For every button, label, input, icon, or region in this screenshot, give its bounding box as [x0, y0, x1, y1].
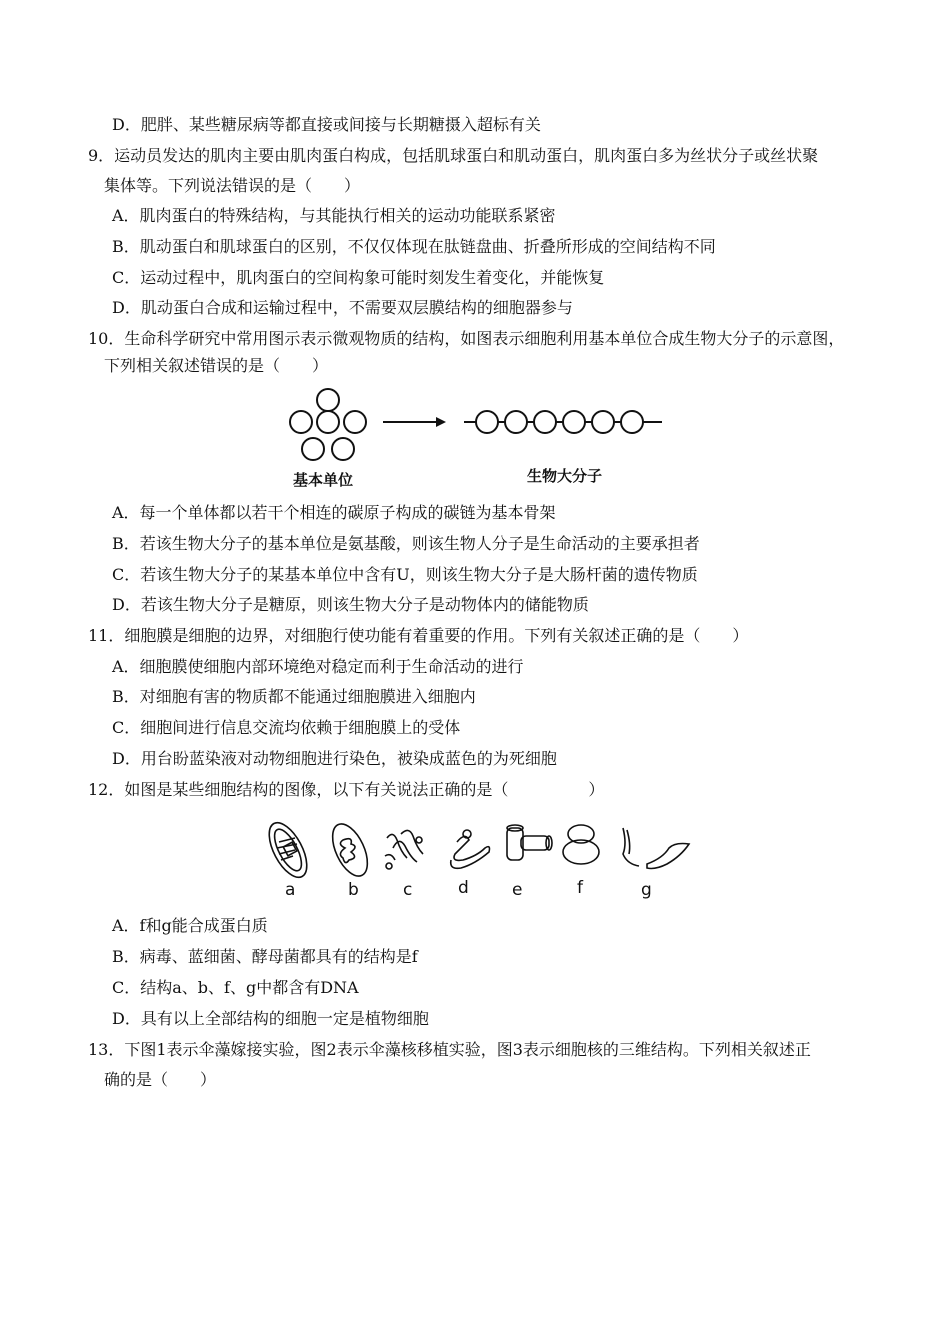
q10-stem-line1: 10．生命科学研究中常用图示表示微观物质的结构，如图表示细胞利用基本单位合成生物大分子的示意图， [88, 329, 845, 348]
monomer-cluster [290, 389, 366, 460]
q9-option-b: B．肌动蛋白和肌球蛋白的区别，不仅仅体现在肽链盘曲、折叠所形成的空间结构不同 [112, 237, 716, 256]
q11-stem: 11．细胞膜是细胞的边界，对细胞行使功能有着重要的作用。下列有关叙述正确的是（ ） [88, 626, 749, 645]
q11-option-c: C．细胞间进行信息交流均依赖于细胞膜上的受体 [112, 718, 461, 737]
q13-stem-line2: 确的是（ ） [104, 1070, 217, 1089]
q9-stem-line2: 集体等。下列说法错误的是（ ） [104, 176, 361, 195]
organelle-label-b: b [348, 880, 359, 900]
polymer-bead [534, 411, 556, 433]
q9-option-a: A．肌肉蛋白的特殊结构，与其能执行相关的运动功能联系紧密 [112, 206, 556, 225]
q10-option-b: B．若该生物大分子的基本单位是氨基酸，则该生物人分子是生命活动的主要承担者 [112, 534, 700, 553]
mitochondrion-icon [325, 819, 374, 880]
ribosome-icon [563, 825, 599, 864]
organelle-label-c: c [403, 880, 413, 900]
q13-stem-line1: 13．下图1表示伞藻嫁接实验，图2表示伞藻核移植实验，图3表示细胞核的三维结构。下列相关叙述正 [88, 1040, 811, 1059]
monomer-circle [344, 411, 366, 433]
organelle-label-d: d [458, 878, 469, 898]
centriole-icon [507, 825, 552, 860]
q12-stem: 12．如图是某些细胞结构的图像，以下有关说法正确的是（ ） [88, 780, 605, 799]
monomer-label: 基本单位 [293, 471, 354, 489]
q11-option-d: D．用台盼蓝染液对动物细胞进行染色，被染成蓝色的为死细胞 [112, 749, 557, 768]
membrane-fragment-icon [623, 828, 689, 869]
polymer-bead [505, 411, 527, 433]
q10-stem-line2: 下列相关叙述错误的是（ ） [104, 356, 329, 375]
polymer-label: 生物大分子 [527, 467, 603, 485]
arrow-icon [383, 417, 446, 427]
chloroplast-icon [262, 818, 315, 880]
q12-option-a: A．f和g能合成蛋白质 [112, 916, 268, 935]
q12-option-b: B．病毒、蓝细菌、酵母菌都具有的结构是f [112, 947, 418, 966]
polymer-bead [563, 411, 585, 433]
q12-option-c: C．结构a、b、f、g中都含有DNA [112, 978, 359, 997]
organelle-label-a: a [285, 880, 296, 900]
q12-option-d: D．具有以上全部结构的细胞一定是植物细胞 [112, 1009, 429, 1028]
organelle-figure [255, 818, 705, 880]
golgi-icon [385, 830, 423, 869]
monomer-circle [317, 411, 339, 433]
polymer-chain [464, 411, 662, 433]
monomer-circle [290, 411, 312, 433]
q8-option-d: D．肥胖、某些糖尿病等都直接或间接与长期糖摄入超标有关 [112, 115, 541, 134]
q10-option-a: A．每一个单体都以若干个相连的碳原子构成的碳链为基本骨架 [112, 503, 556, 522]
q9-option-d: D．肌动蛋白合成和运输过程中，不需要双层膜结构的细胞器参与 [112, 298, 573, 317]
monomer-circle [302, 438, 324, 460]
monomer-circle [332, 438, 354, 460]
q9-option-c: C．运动过程中，肌肉蛋白的空间构象可能时刻发生着变化，并能恢复 [112, 268, 605, 287]
q10-option-c: C．若该生物大分子的某基本单位中含有U，则该生物大分子是大肠杆菌的遗传物质 [112, 565, 698, 584]
organelle-label-e: e [512, 880, 523, 900]
q11-option-b: B．对细胞有害的物质都不能通过细胞膜进入细胞内 [112, 687, 476, 706]
polymer-bead [621, 411, 643, 433]
organelle-label-g: g [641, 880, 652, 900]
q11-option-a: A．细胞膜使细胞内部环境绝对稳定而利于生命活动的进行 [112, 657, 524, 676]
organelle-label-f: f [577, 878, 583, 898]
polymer-bead [476, 411, 498, 433]
monomer-circle [317, 389, 339, 411]
q10-option-d: D．若该生物大分子是糖原，则该生物大分子是动物体内的储能物质 [112, 595, 589, 614]
q9-stem-line1: 9．运动员发达的肌肉主要由肌肉蛋白构成，包括肌球蛋白和肌动蛋白，肌肉蛋白多为丝状分子或丝状聚 [88, 146, 819, 165]
endoplasmic-reticulum-icon [451, 830, 490, 868]
polymer-bead [592, 411, 614, 433]
